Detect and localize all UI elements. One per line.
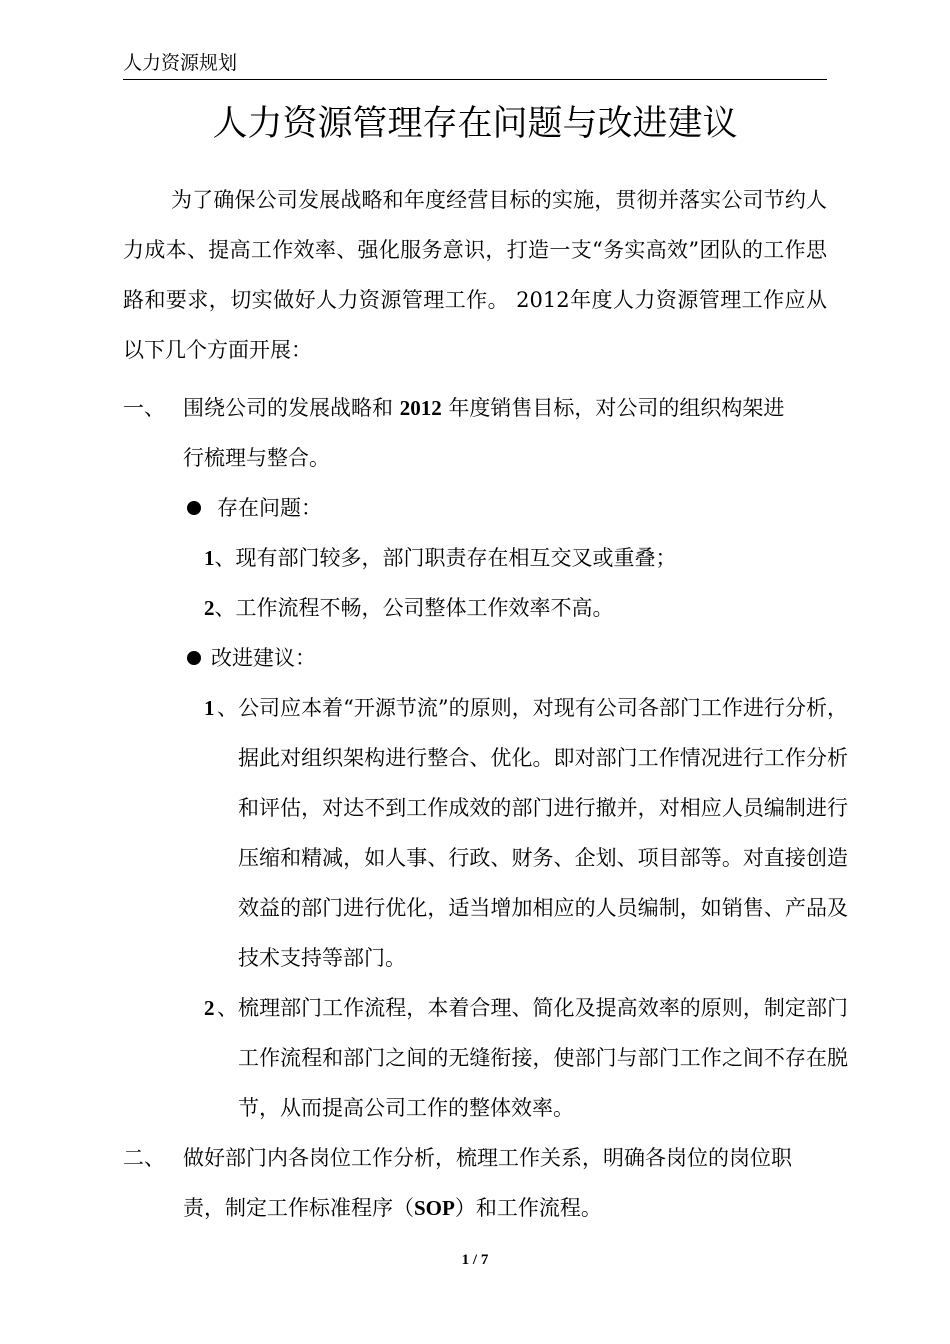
section-1-heading-line-2: 行梳理与整合。 (183, 446, 330, 470)
problem-item-2-num: 2 (204, 596, 215, 620)
suggestion-item-2-text: 、梳理部门工作流程，本着合理、简化及提高效率的原则，制定部门工作流程和部门之间的无缝衔接，使部门与部门工作之间不存在脱节，从而提高公司工作的整体效率。 (217, 996, 848, 1120)
suggestion-item-2-num: 2 (204, 996, 215, 1020)
page-header: 人力资源规划 (123, 52, 238, 74)
suggestion-item-1-num: 1 (204, 696, 215, 720)
problem-item-1 (204, 533, 677, 583)
suggestions-label: 改进建议： (211, 646, 316, 670)
problem-item-1-text: 、现有部门较多，部门职责存在相互交叉或重叠； (214, 546, 677, 570)
intro-paragraph: 为了确保公司发展战略和年度经营目标的实施，贯彻并落实公司节约人力成本、提高工作效率、强化服务意识，打造一支“务实高效”团队的工作思路和要求，切实做好人力资源管理工作。 2012年度人力资源管理工作应从以下几个方面开展： (123, 188, 827, 362)
section-1-marker: 一、 (123, 396, 165, 420)
section-1-heading-year: 2012 (399, 396, 442, 420)
section-2-line-1: 做好部门内各岗位工作分析，梳理工作关系，明确各岗位的岗位职 (183, 1146, 792, 1170)
section-2-sop: SOP (414, 1196, 455, 1220)
section-1-heading-line-1 (183, 383, 784, 433)
section-2-marker: 二、 (123, 1146, 165, 1170)
problem-item-2 (204, 583, 614, 633)
section-1-heading-text-b: 年度销售目标，对公司的组织构架进 (441, 396, 785, 420)
page-number: 1 / 7 (461, 1252, 489, 1268)
section-2-line-2 (183, 1183, 602, 1233)
problem-item-2-text: 、工作流程不畅，公司整体工作效率不高。 (214, 596, 614, 620)
section-2-text-c: ）和工作流程。 (454, 1196, 602, 1220)
bullet-dot-icon (187, 651, 201, 665)
section-2-text-a: 责，制定工作标准程序（ (183, 1196, 414, 1220)
document-title: 人力资源管理存在问题与改进建议 (212, 104, 738, 144)
suggestion-item-1-text: 、公司应本着“开源节流”的原则，对现有公司各部门工作进行分析，据此对组织架构进行整合、优化。即对部门工作情况进行工作分析和评估，对达不到工作成效的部门进行撤并，对相应人员编制进行压缩和精减，如人事、行政、财务、企划、项目部等。对直接创造效益的部门进行优化，适当增加相应的人员编制，如销售、产品及技术支持等部门。 (217, 696, 848, 970)
problem-item-1-num: 1 (204, 546, 215, 570)
section-1-heading-text-a: 围绕公司的发展战略和 (183, 396, 400, 420)
bullet-dot-icon (187, 501, 201, 515)
header-divider (123, 79, 827, 80)
problems-label: 存在问题： (217, 496, 322, 520)
